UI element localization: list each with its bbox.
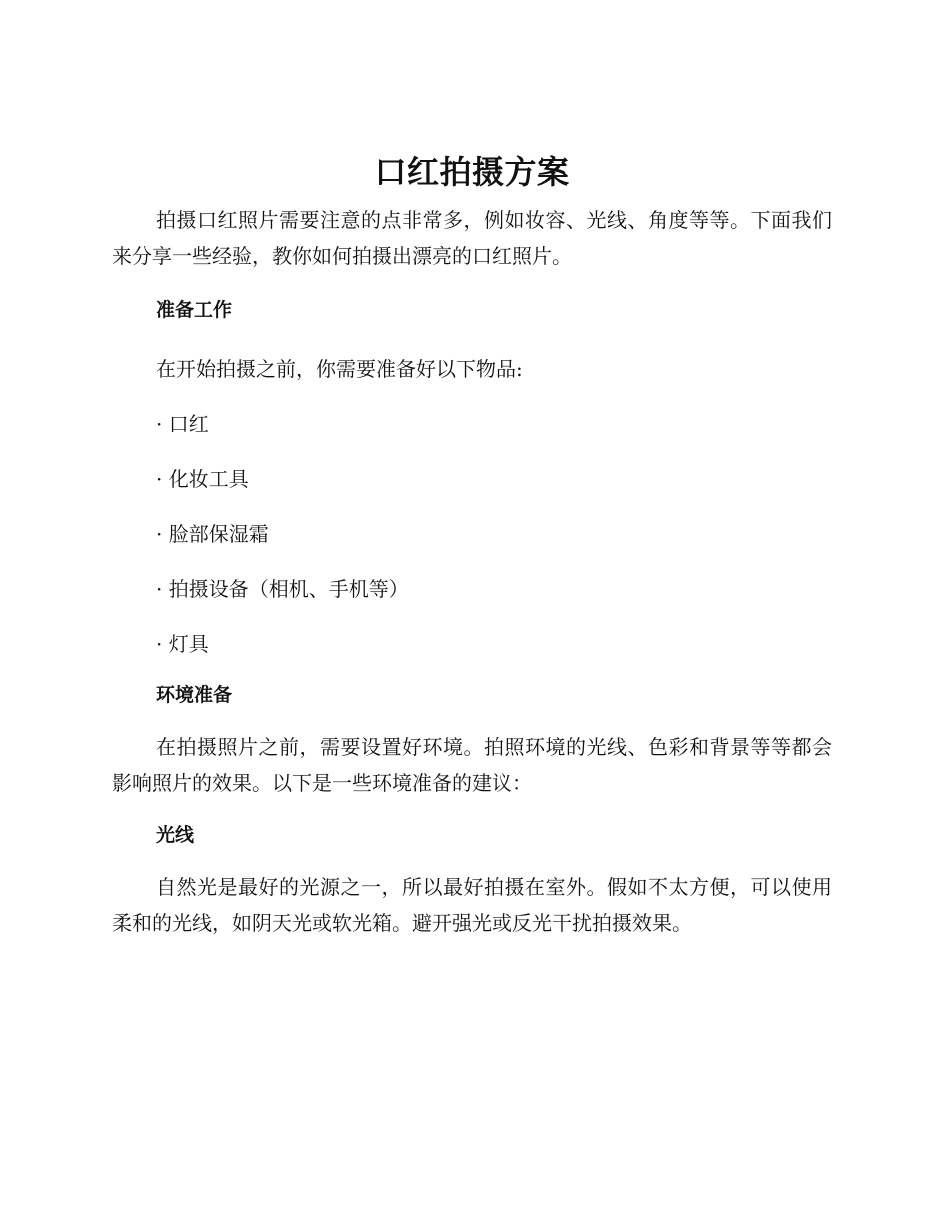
prep-paragraph: 在开始拍摄之前，你需要准备好以下物品: [156, 357, 523, 381]
list-item: · 脸部保湿霜 [156, 522, 269, 546]
lighting-paragraph: 自然光是最好的光源之一，所以最好拍摄在室外。假如不太方便，可以使用柔和的光线，如阴天光或软光箱。避开强光或反光干扰拍摄效果。 [112, 875, 832, 935]
intro-paragraph: 拍摄口红照片需要注意的点非常多，例如妆容、光线、角度等等。下面我们来分享一些经验，教你如何拍摄出漂亮的口红照片。 [112, 208, 832, 268]
document-body [112, 148, 832, 941]
document-title: 口红拍摄方案 [374, 153, 570, 191]
section-heading-lighting: 光线 [156, 824, 195, 846]
list-item: · 口红 [156, 412, 209, 436]
section-heading-prep: 准备工作 [156, 299, 233, 321]
list-item: · 化妆工具 [156, 467, 249, 491]
list-item: · 灯具 [156, 632, 209, 656]
section-heading-environment: 环境准备 [156, 684, 233, 706]
list-item: · 拍摄设备（相机、手机等） [156, 577, 409, 601]
prep-item-list [112, 406, 832, 662]
environment-paragraph: 在拍摄照片之前，需要设置好环境。拍照环境的光线、色彩和背景等等都会影响照片的效果。以下是一些环境准备的建议： [112, 735, 832, 795]
